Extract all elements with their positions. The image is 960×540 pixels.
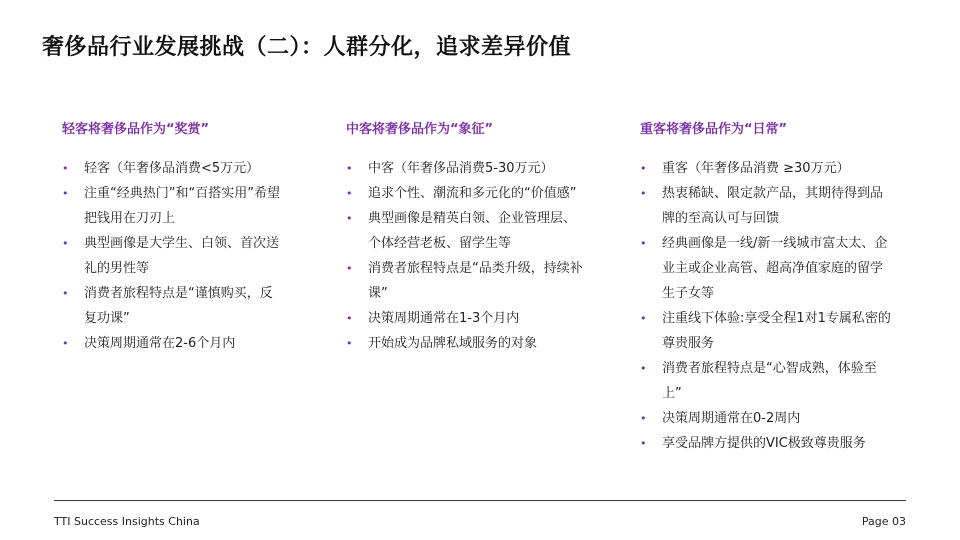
- bullet-icon: •: [62, 187, 69, 200]
- list-item: • 追求个性、潮流和多元化的“价值感”: [346, 181, 590, 206]
- medium-customer-heading: 中客将奢侈品作为“象征”: [346, 122, 494, 137]
- list-item: • 享受品牌方提供的VIC极致尊贵服务: [640, 431, 898, 456]
- bullet-icon: •: [62, 162, 69, 175]
- bullet-icon: •: [640, 412, 647, 425]
- list-item: • 消费者旅程特点是“心智成熟，体验至上”: [640, 356, 898, 406]
- list-item: • 注重“经典热门”和“百搭实用”希望把钱用在刀刃上: [62, 181, 284, 231]
- bullet-icon: •: [346, 162, 353, 175]
- list-item: • 消费者旅程特点是“谨慎购买，反复功课”: [62, 281, 284, 331]
- slide-title: 奢侈品行业发展挑战（二）：人群分化，追求差异价值: [42, 35, 572, 60]
- light-customer-list: [62, 156, 284, 356]
- bullet-icon: •: [62, 337, 69, 350]
- bullet-icon: •: [640, 187, 647, 200]
- list-item: • 决策周期通常在0-2周内: [640, 406, 898, 431]
- footer-divider: [54, 500, 906, 501]
- bullet-icon: •: [346, 312, 353, 325]
- list-item: • 典型画像是精英白领、企业管理层、个体经营老板、留学生等: [346, 206, 590, 256]
- heavy-customer-column: [640, 122, 898, 456]
- list-item: • 消费者旅程特点是“品类升级，持续补课”: [346, 256, 590, 306]
- bullet-icon: •: [346, 212, 353, 225]
- list-item: • 典型画像是大学生、白领、首次送礼的男性等: [62, 231, 284, 281]
- bullet-icon: •: [62, 287, 69, 300]
- list-item: • 经典画像是一线/新一线城市富太太、企业主或企业高管、超高净值家庭的留学生子女等: [640, 231, 898, 306]
- list-item: • 热衷稀缺、限定款产品，其期待得到品牌的至高认可与回馈: [640, 181, 898, 231]
- list-item: • 决策周期通常在2-6个月内: [62, 331, 284, 356]
- bullet-icon: •: [640, 312, 647, 325]
- list-item: • 轻客（年奢侈品消费<5万元）: [62, 156, 284, 181]
- bullet-icon: •: [640, 437, 647, 450]
- medium-customer-column: [346, 122, 590, 356]
- bullet-icon: •: [346, 187, 353, 200]
- page-number: Page 03: [861, 515, 906, 528]
- heavy-customer-list: [640, 156, 898, 456]
- bullet-icon: •: [346, 262, 353, 275]
- bullet-icon: •: [62, 237, 69, 250]
- light-customer-heading: 轻客将奢侈品作为“奖赏”: [62, 122, 210, 137]
- footer-company: TTI Success Insights China: [54, 515, 200, 528]
- list-item: • 开始成为品牌私域服务的对象: [346, 331, 590, 356]
- light-customer-column: [62, 122, 284, 356]
- heavy-customer-heading: 重客将奢侈品作为“日常”: [640, 122, 788, 137]
- medium-customer-list: [346, 156, 590, 356]
- list-item: • 重客（年奢侈品消费 ≥30万元）: [640, 156, 898, 181]
- list-item: • 决策周期通常在1-3个月内: [346, 306, 590, 331]
- bullet-icon: •: [640, 237, 647, 250]
- bullet-icon: •: [640, 362, 647, 375]
- list-item: • 注重线下体验:享受全程1对1专属私密的尊贵服务: [640, 306, 898, 356]
- bullet-icon: •: [346, 337, 353, 350]
- bullet-icon: •: [640, 162, 647, 175]
- list-item: • 中客（年奢侈品消费5-30万元）: [346, 156, 590, 181]
